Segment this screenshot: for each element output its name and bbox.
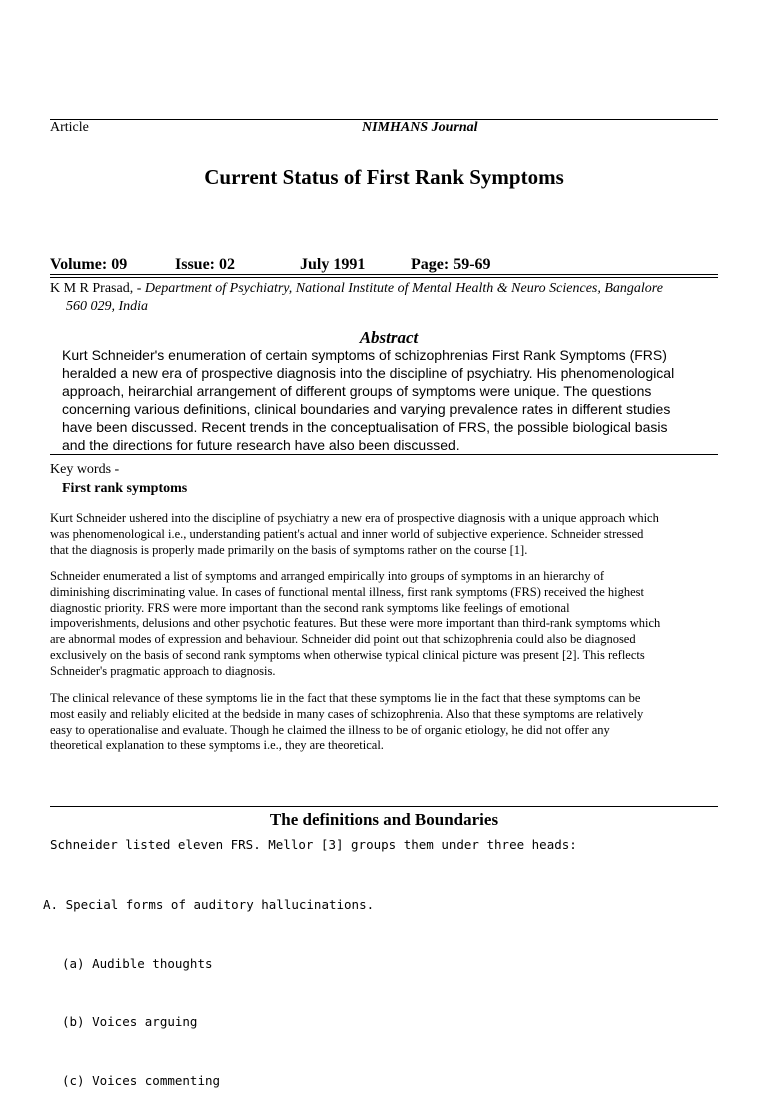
issue-date: July 1991 xyxy=(300,256,366,273)
meta-double-rule xyxy=(50,274,718,278)
keywords-value: First rank symptoms xyxy=(62,481,188,496)
paragraph-line: most easily and reliably elicited at the bedside in many cases of schizophrenia. Also that these symptoms are relatively xyxy=(50,706,644,721)
section-intro: Schneider listed eleven FRS. Mellor [3] groups them under three heads: xyxy=(50,837,577,852)
abstract-line: approach, heirarchial arrangement of different groups of symptoms were unique. The questions xyxy=(62,383,652,399)
author-block xyxy=(50,280,718,316)
abstract-line: concerning various definitions, clinical boundaries and varying prevalence rates in different studies xyxy=(62,401,671,417)
journal-name: NIMHANS Journal xyxy=(362,120,478,135)
list-item: (b) Voices arguing xyxy=(62,1014,198,1029)
affiliation-line2: 560 029, India xyxy=(66,299,149,314)
paragraph-line: The clinical relevance of these symptoms lie in the fact that these symptoms lie in the fact that these symptoms can be xyxy=(50,691,641,705)
paragraph-line: was phenomenological i.e., understanding patient's actual and inner world of subjective experience. Schneider stressed xyxy=(50,526,644,541)
affiliation-line1: Department of Psychiatry, National Institute of Mental Health & Neuro Sciences, Bangalore xyxy=(144,281,663,296)
symptom-list xyxy=(43,856,374,1110)
body-paragraph-1 xyxy=(50,511,722,558)
volume: Volume: 09 xyxy=(50,256,128,273)
header-row xyxy=(50,118,718,138)
list-item: (c) Voices commenting xyxy=(62,1072,221,1088)
keywords-label: Key words - xyxy=(50,462,120,477)
article-label: Article xyxy=(50,120,89,135)
paragraph-line: diagnostic priority. FRS were more important than the second rank symptoms like feelings of emotional xyxy=(50,600,570,615)
abstract-bottom-rule xyxy=(50,454,718,455)
abstract-line: heralded a new era of prospective diagnosis into the discipline of psychiatry. His phenomenological xyxy=(62,365,675,381)
page-range: Page: 59-69 xyxy=(411,256,491,273)
section-heading: The definitions and Boundaries xyxy=(269,810,499,829)
abstract-heading: Abstract xyxy=(359,328,419,347)
paragraph-line: Kurt Schneider ushered into the discipline of psychiatry a new era of prospective diagnosis with a unique approach which xyxy=(50,511,659,525)
paragraph-line: theoretical explanation to these symptoms i.e., they are theoretical. xyxy=(50,738,384,753)
abstract-line: and the directions for future research have also been discussed. xyxy=(62,437,460,453)
abstract-line: have been discussed. Recent trends in the conceptualisation of FRS, the possible biological basis xyxy=(62,419,668,435)
article-title: Current Status of First Rank Symptoms xyxy=(204,165,564,189)
section-top-rule xyxy=(50,806,718,807)
body-paragraph-2 xyxy=(50,569,722,680)
abstract-line: Kurt Schneider's enumeration of certain symptoms of schizophrenias First Rank Symptoms (FRS) xyxy=(62,347,667,363)
paragraph-line: exclusively on the basis of second rank symptoms when otherwise typical clinical picture was present [2]. This reflects xyxy=(50,647,645,662)
abstract-body xyxy=(62,346,718,454)
group-a-heading: A. Special forms of auditory hallucinations. xyxy=(43,897,375,912)
paragraph-line: are abnormal modes of expression and behaviour. Schneider did point out that schizophrenia could also be diagnosed xyxy=(50,632,636,647)
paragraph-line: that the diagnosis is properly made primarily on the basis of symptoms rather on the course [1]. xyxy=(50,542,528,557)
paragraph-line: easy to operationalise and evaluate. Though he claimed the illness to be of organic etiology, he did not offer any xyxy=(50,722,610,737)
author-name: K M R Prasad, - xyxy=(50,281,142,296)
issue: Issue: 02 xyxy=(175,256,236,273)
list-item: (a) Audible thoughts xyxy=(62,955,213,971)
paragraph-line: diminishing discriminating value. In cases of functional mental illness, first rank symptoms (FRS) received the highest xyxy=(50,584,644,599)
body-paragraph-3 xyxy=(50,691,722,754)
paragraph-line: Schneider enumerated a list of symptoms and arranged empirically into groups of symptoms in an hierarchy of xyxy=(50,569,605,583)
paragraph-line: Schneider's pragmatic approach to diagnosis. xyxy=(50,663,276,678)
paragraph-line: impoverishments, delusions and other psychotic features. But these were more important than third-rank symptoms which xyxy=(50,616,661,631)
